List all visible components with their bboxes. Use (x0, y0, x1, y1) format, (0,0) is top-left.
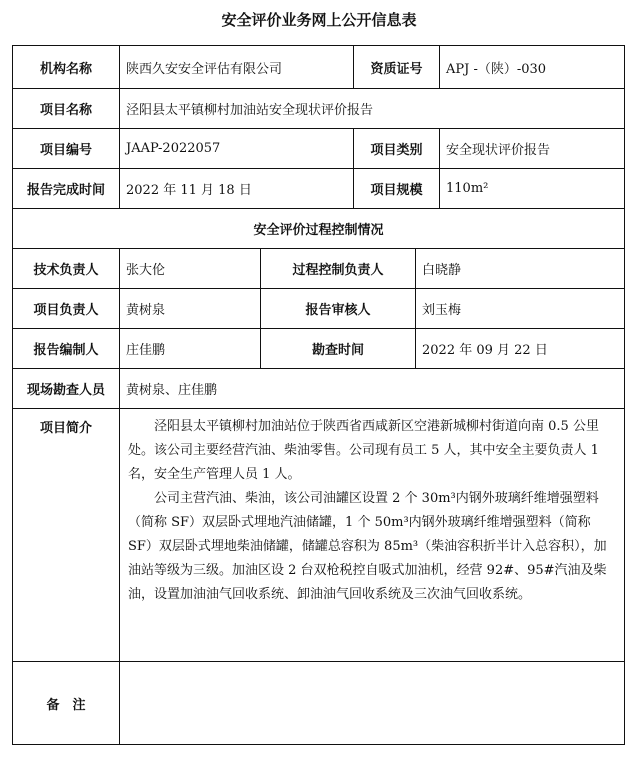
reviewer-value: 刘玉梅 (416, 289, 624, 329)
summary-text (120, 409, 624, 662)
project-scale-label: 项目规模 (354, 169, 440, 209)
info-table (12, 45, 625, 745)
survey-time-value: 2022 年 09 月 22 日 (416, 329, 624, 369)
process-lead-label: 过程控制负责人 (261, 249, 416, 289)
project-scale-value: 110m² (440, 169, 624, 209)
org-value: 陕西久安安全评估有限公司 (120, 46, 354, 89)
summary-label: 项目简介 (13, 409, 120, 662)
project-name-label: 项目名称 (13, 89, 120, 129)
cert-label: 资质证号 (354, 46, 440, 89)
compiler-label: 报告编制人 (13, 329, 120, 369)
org-label: 机构名称 (13, 46, 120, 89)
survey-time-label: 勘查时间 (261, 329, 416, 369)
report-date-value: 2022 年 11 月 18 日 (120, 169, 354, 209)
project-lead-label: 项目负责人 (13, 289, 120, 329)
tech-lead-label: 技术负责人 (13, 249, 120, 289)
project-no-value: JAAP-2022057 (120, 129, 354, 169)
remarks-value (120, 662, 624, 744)
process-lead-value: 白晓静 (416, 249, 624, 289)
survey-staff-value: 黄树泉、庄佳鹏 (120, 369, 624, 409)
summary-paragraph: 公司主营汽油、柴油，该公司油罐区设置 2 个 30m³内钢外玻璃纤维增强塑料（简称 SF）双层卧式埋地汽油储罐，1 个 50m³内钢外玻璃纤维增强塑料（简称 SF）双层卧式埋地柴油储罐，储罐总容积为 85m³（柴油容积折半计入总容积），加油站等级为三级。加油区设 2 台双枪税控自吸式加油机，经营 92#、95#汽油及柴油，设置加油油气回收系统、卸油油气回收系统及三次油气回收系统。 (128, 491, 607, 602)
project-no-label: 项目编号 (13, 129, 120, 169)
summary-paragraph: 泾阳县太平镇柳村加油站位于陕西省西咸新区空港新城柳村街道向南 0.5 公里处。该公司主要经营汽油、柴油零售。公司现有员工 5 人，其中安全主要负责人 1 名，安全生产管理人员 1 人。 (128, 419, 599, 482)
project-lead-value: 黄树泉 (120, 289, 261, 329)
reviewer-label: 报告审核人 (261, 289, 416, 329)
process-section-header: 安全评价过程控制情况 (13, 209, 624, 249)
project-type-value: 安全现状评价报告 (440, 129, 624, 169)
project-name-value: 泾阳县太平镇柳村加油站安全现状评价报告 (120, 89, 624, 129)
cert-value: APJ -（陕）-030 (440, 46, 624, 89)
tech-lead-value: 张大伦 (120, 249, 261, 289)
project-type-label: 项目类别 (354, 129, 440, 169)
remarks-label: 备 注 (13, 662, 120, 744)
report-date-label: 报告完成时间 (13, 169, 120, 209)
page-title: 安全评价业务网上公开信息表 (221, 11, 417, 29)
survey-staff-label: 现场勘查人员 (13, 369, 120, 409)
compiler-value: 庄佳鹏 (120, 329, 261, 369)
